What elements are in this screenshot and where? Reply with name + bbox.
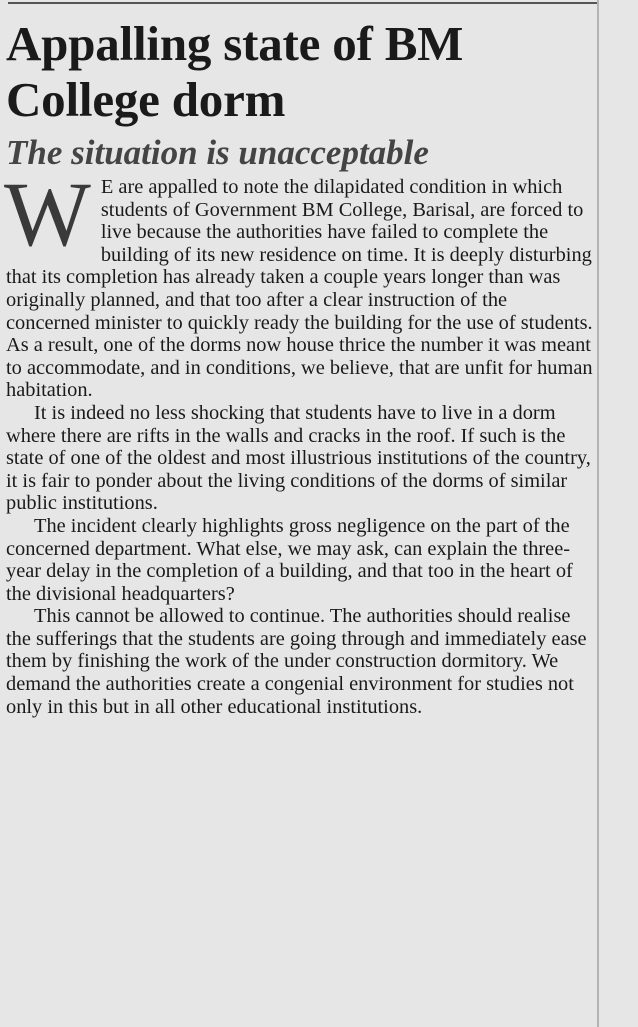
column-rule — [597, 0, 599, 1027]
paragraph-1 — [4, 163, 594, 402]
paragraph-2: It is indeed no less shocking that students have to live in a dorm where there are rifts in the walls and cracks in the roof. If such is the state of one of the oldest and most illustrious institutions of the country, it is fair to ponder about the living conditions of the dorms of similar public institutions. — [6, 401, 591, 515]
paragraph-3: The incident clearly highlights gross negligence on the part of the concerned department. What else, we may ask, can explain the three-year delay in the completion of a building, and that too in the heart of the divisional headquarters? — [6, 514, 573, 605]
editorial-article — [6, 16, 594, 718]
paragraph-1-text: E are appalled to note the dilapidated condition in which students of Government BM College, Barisal, are forced to live because the authorities have failed to complete the building of its new residence on time. It is deeply disturbing that its completion has already taken a couple years longer than was originally planned, and that too after a clear instruction of the concerned minister to quickly ready the building for the use of students. As a result, one of the dorms now house thrice the number it was meant to accommodate, and in conditions, we believe, that are unfit for human habitation. — [6, 176, 593, 402]
drop-cap: W — [4, 163, 91, 265]
subheadline: The situation is unacceptable — [6, 133, 429, 172]
article-body — [4, 163, 594, 718]
paragraph-4: This cannot be allowed to continue. The authorities should realise the sufferings that the students are going through and immediately ease them by finishing the work of the under construction dormitory. We demand the authorities create a congenial environment for studies not only in this but in all other educational institutions. — [6, 605, 587, 718]
top-rule — [8, 2, 598, 4]
headline: Appalling state of BM College dorm — [6, 16, 464, 127]
